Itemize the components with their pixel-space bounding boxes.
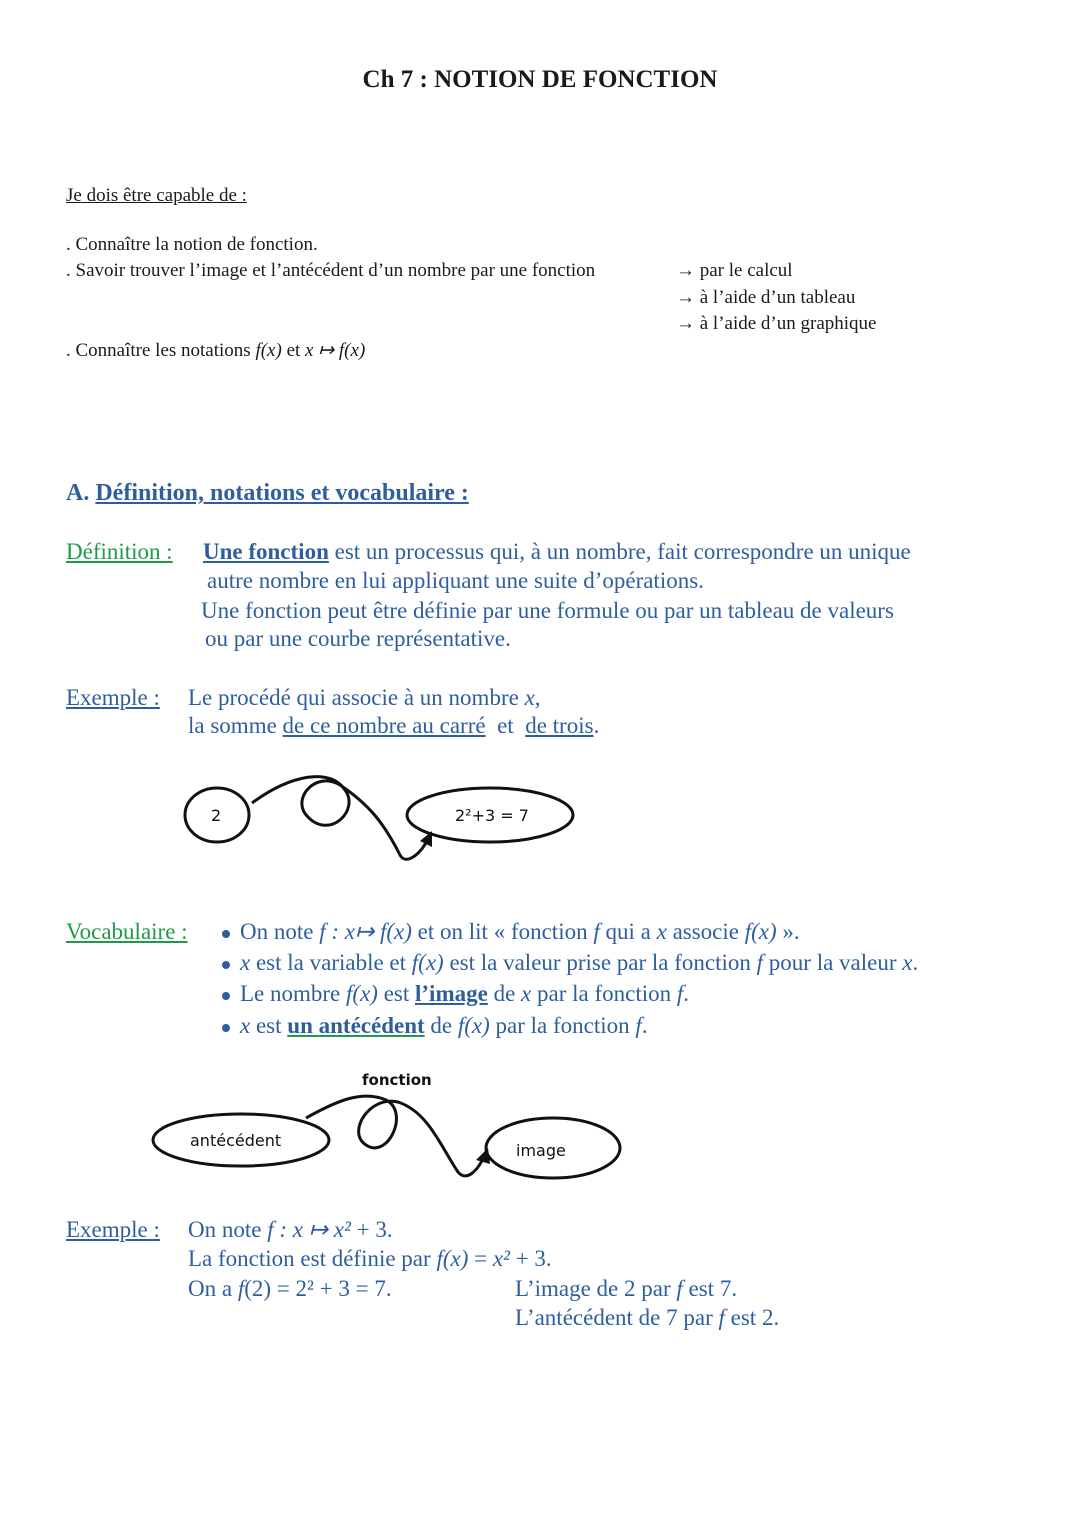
vocab-3-f: f: [676, 981, 684, 1006]
diagram-input-value: 2: [211, 806, 222, 825]
example-1-line-2: [188, 713, 599, 739]
example-1-label: Exemple :: [66, 685, 160, 710]
example-2-line-1: [188, 1217, 393, 1243]
vocab-term-antecedent: un antécédent: [287, 1013, 425, 1038]
vocab-3-c: est: [377, 981, 415, 1006]
example-2-line-2: [188, 1246, 552, 1272]
vocab-4-f-text: par la fonction: [489, 1013, 636, 1038]
definition-line-4: ou par une courbe représentative.: [205, 626, 511, 651]
vocab-3-g: par la fonction: [531, 981, 677, 1006]
definition-term: Une fonction: [203, 539, 329, 564]
example-2-on-a: On a: [188, 1276, 238, 1301]
result-1-c: est 7.: [682, 1276, 738, 1301]
example-2-f: f: [237, 1276, 245, 1301]
vocab-4-f: f: [635, 1013, 642, 1038]
vocabulary-bullet-1: [222, 919, 800, 945]
vocabulary-label: Vocabulaire :: [66, 919, 188, 944]
example-2-notation: f : x ↦ x²: [267, 1217, 351, 1242]
vocab-1-e: qui a: [599, 919, 657, 944]
function-diagram-example: [180, 765, 600, 870]
example-2-plus3: + 3.: [350, 1217, 393, 1242]
vocab-2-end: .: [912, 950, 919, 975]
vocabulary-bullet-4: [222, 1013, 648, 1039]
vocab-3-x: x: [521, 981, 532, 1006]
method-calcul: → par le calcul: [676, 260, 793, 281]
result-1-a: L’image de 2 par: [515, 1276, 677, 1301]
definition-line-3: Une fonction peut être définie par une formule ou par un tableau de valeurs: [201, 598, 894, 623]
vocab-1-x: x: [656, 919, 667, 944]
objective-3: [66, 338, 365, 364]
vocab-4-end: .: [641, 1013, 648, 1038]
diagram-antecedent-label: antécédent: [190, 1131, 282, 1150]
example-1-et: et: [485, 713, 526, 738]
vocab-2-f-text: pour la valeur: [763, 950, 903, 975]
example-2-fx: f(x): [436, 1246, 469, 1271]
vocabulary-bullet-2: [222, 950, 918, 976]
example-1-var: x: [524, 685, 535, 710]
objective-1: . Connaître la notion de fonction.: [66, 234, 318, 255]
section-a-heading: [66, 480, 469, 507]
vocabulary-bullet-3: [222, 981, 689, 1007]
example-2-result-1: [515, 1276, 737, 1302]
method-tableau: → à l’aide d’un tableau: [676, 287, 856, 308]
result-2-f: f: [718, 1305, 725, 1330]
bullet-icon: [222, 930, 230, 938]
objective-2: . Savoir trouver l’image et l’antécédent d’un nombre par une fonction: [66, 260, 596, 281]
bullet-icon: [222, 992, 230, 1000]
vocab-2-b: est la variable et: [250, 950, 412, 975]
vocab-2-d: est la valeur prise par la fonction: [443, 950, 757, 975]
vocab-2-x2: x: [902, 950, 913, 975]
example-2-line-3: [188, 1276, 392, 1302]
example-1-trois: de trois: [525, 713, 594, 738]
vocab-3-end: .: [683, 981, 690, 1006]
example-2-eq: =: [468, 1246, 493, 1271]
example-1-text: Le procédé qui associe à un nombre: [188, 685, 525, 710]
diagram-function-label: fonction: [362, 1071, 432, 1089]
objectives-heading: Je dois être capable de :: [66, 185, 247, 206]
page-title: Ch 7 : NOTION DE FONCTION: [362, 66, 718, 93]
vocab-4-x: x: [240, 1013, 251, 1038]
notation-fx: f(x): [255, 340, 282, 361]
example-1-line-1: [188, 685, 541, 711]
result-1-f: f: [676, 1276, 683, 1301]
vocab-1-g: associe: [666, 919, 745, 944]
vocab-2-x: x: [240, 950, 251, 975]
vocab-4-fx: f(x): [457, 1013, 490, 1038]
definition-line-2: autre nombre en lui appliquant une suite d’opérations.: [207, 568, 704, 593]
bullet-icon: [222, 1024, 230, 1032]
vocab-4-d: de: [424, 1013, 458, 1038]
example-2-result-2: [515, 1305, 779, 1331]
notation-et: et: [286, 340, 301, 361]
notation-map: x ↦ f(x): [305, 340, 366, 361]
bullet-icon: [222, 961, 230, 969]
vocab-2-fx: f(x): [411, 950, 444, 975]
example-2-end: + 3.: [509, 1246, 552, 1271]
vocab-1-notation: f : x↦ f(x): [319, 919, 412, 944]
example-2-defined: La fonction est définie par: [188, 1246, 437, 1271]
result-2-c: est 2.: [724, 1305, 780, 1330]
vocab-3-a: Le nombre: [240, 981, 347, 1006]
diagram-output-value: 2²+3 = 7: [455, 806, 529, 825]
definition-line-1: [203, 539, 911, 565]
example-1-dot: .: [593, 713, 600, 738]
vocab-1-c: et on lit « fonction: [411, 919, 594, 944]
vocab-2-f: f: [756, 950, 764, 975]
diagram-image-label: image: [516, 1141, 566, 1160]
example-2-label: Exemple :: [66, 1217, 160, 1242]
vocab-term-image: l’image: [415, 981, 488, 1006]
vocab-4-b: est: [250, 1013, 288, 1038]
objective-3-prefix: . Connaître les notations: [66, 340, 251, 361]
section-a-title: Définition, notations et vocabulaire :: [95, 480, 469, 506]
example-2-note: On note: [188, 1217, 268, 1242]
definition-line-1-rest: est un processus qui, à un nombre, fait correspondre un unique: [328, 539, 911, 564]
vocab-3-fx: f(x): [346, 981, 378, 1006]
definition-label: Définition :: [66, 539, 173, 564]
example-2-x2: x²: [492, 1246, 510, 1271]
result-2-a: L’antécédent de 7 par: [515, 1305, 719, 1330]
vocab-1-end: ».: [776, 919, 800, 944]
example-2-calc: (2) = 2² + 3 = 7.: [244, 1276, 392, 1301]
vocab-1-f: f: [593, 919, 600, 944]
vocab-3-e: de: [487, 981, 522, 1006]
example-1-carre: de ce nombre au carré: [282, 713, 486, 738]
example-1-somme: la somme: [188, 713, 283, 738]
vocab-1-a: On note: [240, 919, 320, 944]
section-a-prefix: A.: [66, 480, 90, 506]
vocab-1-fx: f(x): [744, 919, 777, 944]
method-graphique: → à l’aide d’un graphique: [676, 313, 877, 334]
example-1-comma: ,: [534, 685, 541, 710]
